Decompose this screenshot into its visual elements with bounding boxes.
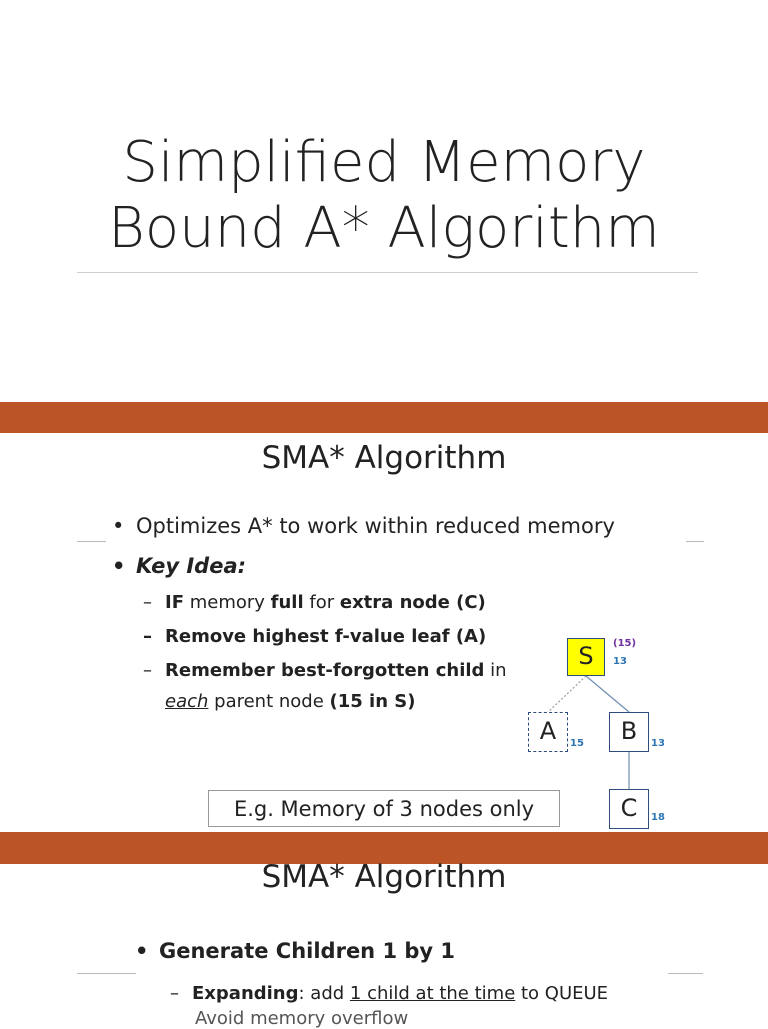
dash: – xyxy=(143,660,152,681)
text: memory xyxy=(184,592,271,613)
text: for xyxy=(303,592,340,613)
tree-node-c: C xyxy=(609,789,649,829)
memory-note-box: E.g. Memory of 3 nodes only xyxy=(208,790,560,827)
text: to QUEUE xyxy=(515,983,609,1004)
sub-bullet-expanding xyxy=(170,983,608,1004)
dash: – xyxy=(170,983,179,1004)
node-c-value: 18 xyxy=(651,812,665,823)
tree-node-s: S xyxy=(567,638,605,676)
text-each: each xyxy=(165,691,209,712)
slide-2-title: SMA* Algorithm xyxy=(261,440,507,476)
slide-title-line-1: Simplified Memory xyxy=(122,130,646,195)
slide-3-title: SMA* Algorithm xyxy=(261,859,507,895)
text: : add xyxy=(298,983,350,1004)
bullet-dot: • xyxy=(135,939,149,963)
slide-title-line-2: Bound A* Algorithm xyxy=(108,196,660,261)
text-full: full xyxy=(270,592,304,613)
divider-fragment-left xyxy=(77,973,136,974)
text-if: IF xyxy=(165,592,184,613)
text: in xyxy=(484,660,507,681)
dash: – xyxy=(143,592,152,613)
text-expanding: Expanding xyxy=(192,983,299,1004)
text-partial: Avoid memory overflow xyxy=(195,1008,409,1029)
divider-fragment-right xyxy=(668,973,703,974)
text-extra-node: extra node (C) xyxy=(339,592,486,613)
text: parent node xyxy=(208,691,330,712)
text-one-child: 1 child at the time xyxy=(349,983,516,1004)
tree-node-a: A xyxy=(528,712,568,752)
text-remember: Remember best-forgotten child xyxy=(165,660,485,681)
sub-bullet-cut-off xyxy=(195,1008,435,1029)
bullet-dot: • xyxy=(112,514,125,538)
node-s-value: 13 xyxy=(613,656,627,667)
text: Remove highest f-value leaf (A) xyxy=(165,626,487,647)
text-15-in-s: (15 in S) xyxy=(329,691,416,712)
bullet-text: Optimizes A* to work within reduced memory xyxy=(136,514,615,538)
node-a-value: 15 xyxy=(570,738,584,749)
tree-node-b: B xyxy=(609,712,649,752)
bullet-dot: • xyxy=(112,554,126,578)
bullet-generate-children xyxy=(135,939,455,963)
dash: – xyxy=(143,626,152,647)
node-s-forgotten-value: (15) xyxy=(613,638,637,649)
edge-s-b xyxy=(586,676,629,712)
edge-s-a xyxy=(548,676,586,712)
bullet-text: Generate Children 1 by 1 xyxy=(159,939,456,963)
bullet-text: Key Idea: xyxy=(136,554,247,578)
node-b-value: 13 xyxy=(651,738,665,749)
